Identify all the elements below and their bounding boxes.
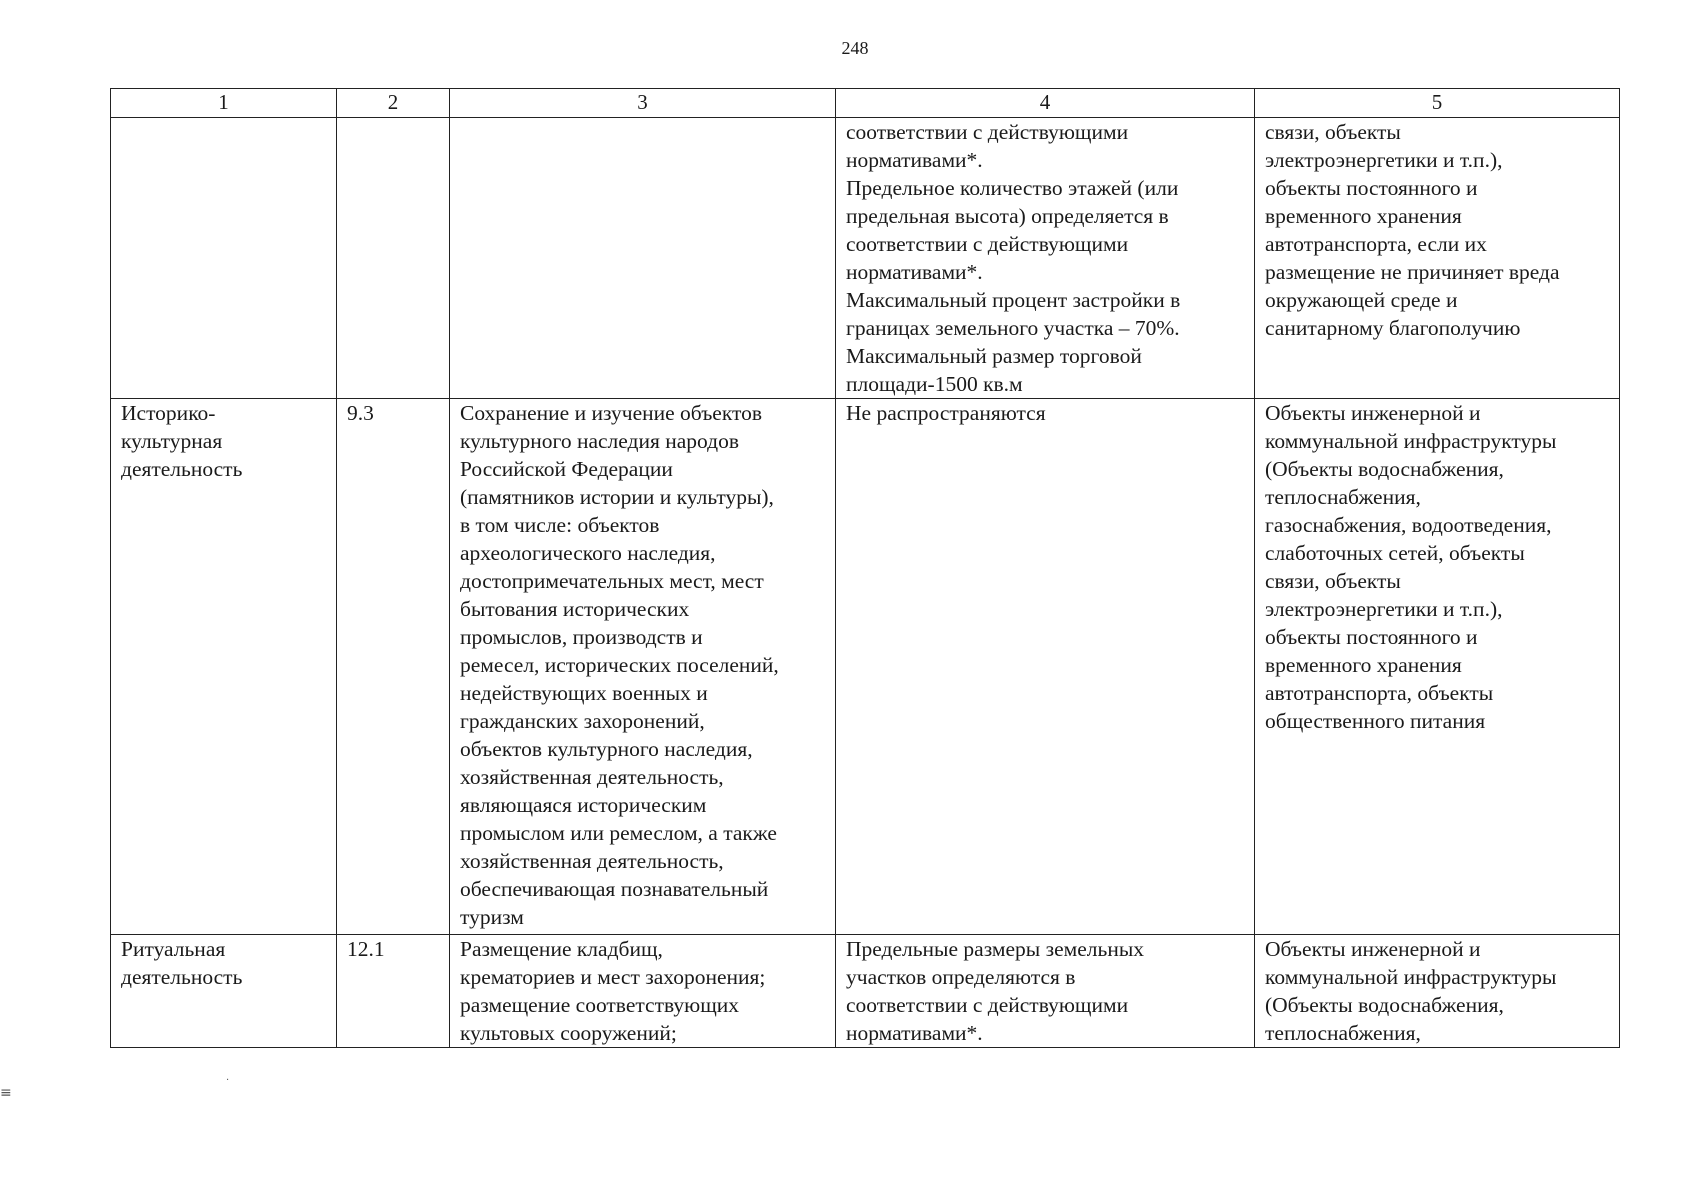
use-parameters: Не распространяются [846,401,1046,425]
table-row [111,118,1620,399]
use-description: Сохранение и изучение объектов культурного наследия народов Российской Федерации (памятников истории и культуры), в том числе: объектов археологического наследия, достопримечательных мест, мест бытования исторических промыслов, производств и ремесел, исторических поселений, недействующих военных и гражданских захоронений, объектов культурного наследия, хозяйственная деятельность, являющаяся историческим промыслом или ремеслом, а также хозяйственная деятельность, обеспечивающая познавательный туризм [460,401,779,929]
auxiliary-uses: Объекты инженерной и коммунальной инфраструктуры (Объекты водоснабжения, теплоснабжения, [1265,937,1557,1045]
auxiliary-uses: связи, объекты электроэнергетики и т.п.), объекты постоянного и временного хранения автотранспорта, если их размещение не причиняет вреда окружающей среде и санитарному благополучию [1265,120,1560,340]
auxiliary-cell [1255,935,1620,1048]
regulations-table [110,88,1620,1048]
table-row [111,935,1620,1048]
table-row [111,399,1620,935]
column-header: 2 [337,89,450,118]
scan-artifact: · [226,1075,230,1086]
column-header: 5 [1255,89,1620,118]
scan-artifact: ≡ [0,1085,12,1101]
use-name-cell [111,118,337,399]
use-parameters: соответствии с действующими нормативами*. Предельное количество этажей (или предельная высота) определяется в соответствии с действующими нормативами*. Максимальный процент застройки в границах земельного участка – 70%. Максимальный размер торговой площади-1500 кв.м [846,120,1181,396]
description-cell [450,935,836,1048]
use-name: Историко- культурная деятельность [121,401,243,481]
use-code-cell [337,118,450,399]
use-description: Размещение кладбищ, крематориев и мест захоронения; размещение соответствующих культовых сооружений; [460,937,766,1045]
use-name: Ритуальная деятельность [121,937,243,989]
parameters-cell [836,399,1255,935]
column-header: 3 [450,89,836,118]
use-name-cell [111,935,337,1048]
use-code-cell [337,935,450,1048]
parameters-cell [836,935,1255,1048]
use-code-cell [337,399,450,935]
auxiliary-cell [1255,118,1620,399]
auxiliary-uses: Объекты инженерной и коммунальной инфраструктуры (Объекты водоснабжения, теплоснабжения, газоснабжения, водоотведения, слаботочных сетей, объекты связи, объекты электроэнергетики и т.п.), объекты постоянного и временного хранения автотранспорта, объекты общественного питания [1265,401,1557,733]
description-cell [450,399,836,935]
use-code: 9.3 [347,401,374,425]
page-number: 248 [841,38,869,58]
parameters-cell [836,118,1255,399]
use-name-cell [111,399,337,935]
auxiliary-cell [1255,399,1620,935]
column-header: 4 [836,89,1255,118]
description-cell [450,118,836,399]
use-code: 12.1 [347,937,385,961]
column-header: 1 [111,89,337,118]
use-parameters: Предельные размеры земельных участков определяются в соответствии с действующими нормативами*. [846,937,1145,1045]
table-header-row [111,89,1620,118]
